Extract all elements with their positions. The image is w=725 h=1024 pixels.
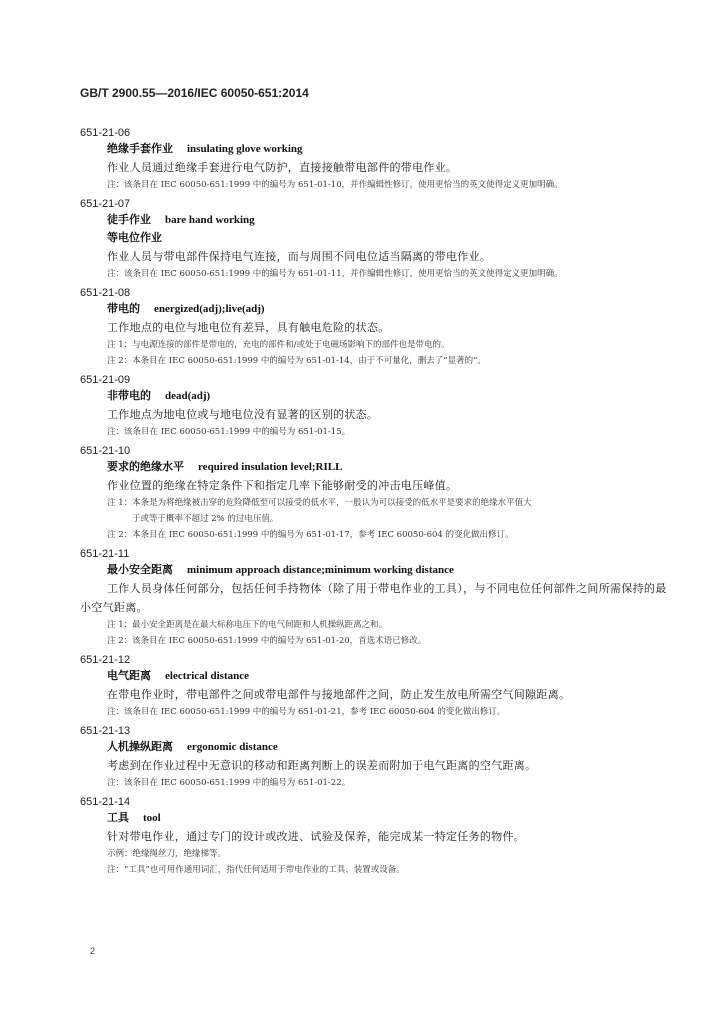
term bbox=[107, 387, 670, 405]
term-entries bbox=[80, 122, 670, 878]
term bbox=[107, 211, 670, 229]
note: 注：该条目在 IEC 60050-651:1999 中的编号为 651-01-22。 bbox=[107, 778, 351, 788]
entry-number: 651-21-08 bbox=[80, 287, 131, 299]
definition: 工作地点的电位与地电位有差异，具有触电危险的状态。 bbox=[107, 321, 390, 334]
note: 注 1：本条是为将绝缘被击穿的危险降低至可以接受的低水平，一般认为可以接受的低水平是要求的绝缘水平值大 于或等于概率不超过 2% 的过电压值。 bbox=[107, 498, 532, 524]
term-en: bare hand working bbox=[165, 214, 255, 226]
term-zh: 最小安全距离 bbox=[107, 563, 173, 576]
note: 注：该条目在 IEC 60050-651:1999 中的编号为 651-01-15。 bbox=[107, 427, 351, 437]
term bbox=[107, 458, 670, 476]
term bbox=[107, 300, 670, 318]
term-en: insulating glove working bbox=[187, 143, 303, 155]
term-zh: 等电位作业 bbox=[107, 231, 162, 244]
entry-number: 651-21-10 bbox=[80, 445, 131, 457]
term-zh: 非带电的 bbox=[107, 389, 151, 402]
entry-number: 651-21-12 bbox=[80, 654, 131, 666]
definition: 考虑到在作业过程中无意识的移动和距离判断上的误差而附加于电气距离的空气距离。 bbox=[107, 759, 537, 772]
term-zh: 工具 bbox=[107, 811, 129, 824]
term-zh: 人机操纵距离 bbox=[107, 740, 173, 753]
term-en: energized(adj);live(adj) bbox=[154, 303, 265, 315]
entry-number: 651-21-11 bbox=[80, 548, 130, 560]
term-zh: 要求的绝缘水平 bbox=[107, 460, 184, 473]
term bbox=[107, 809, 670, 827]
note: 注 2：本条目在 IEC 60050-651:1999 中的编号为 651-01-14，由于不可量化，删去了“显著的”。 bbox=[107, 356, 486, 366]
page-number: 2 bbox=[90, 946, 96, 956]
term-zh: 电气距离 bbox=[107, 669, 151, 682]
term-en: required insulation level;RILL bbox=[198, 461, 343, 473]
standard-header: GB/T 2900.55—2016/IEC 60050-651:2014 bbox=[80, 86, 309, 100]
note: 注 2：该条目在 IEC 60050-651:1999 中的编号为 651-01-20，首选术语已修改。 bbox=[107, 636, 427, 646]
entry-number: 651-21-07 bbox=[80, 198, 131, 210]
term bbox=[107, 229, 670, 247]
note: 示例：绝缘绳丝刀，绝缘梯等。 bbox=[107, 849, 227, 859]
term bbox=[107, 667, 670, 685]
entry-number: 651-21-06 bbox=[80, 127, 131, 139]
term-en: minimum approach distance;minimum working distance bbox=[187, 564, 454, 576]
entry-number: 651-21-13 bbox=[80, 725, 131, 737]
definition: 在带电作业时，带电部件之间或带电部件与接地部件之间，防止发生放电所需空气间隙距离。 bbox=[107, 688, 571, 701]
term-en: tool bbox=[143, 812, 161, 824]
definition: 工作人员身体任何部分，包括任何手持物体（除了用于带电作业的工具），与不同电位任何部件之间所需保持的最小空气距离。 bbox=[80, 582, 667, 614]
note: 注 2：本条目在 IEC 60050-651:1999 中的编号为 651-01-17，参考 IEC 60050-604 的变化做出修订。 bbox=[107, 530, 514, 540]
term-en: ergonomic distance bbox=[187, 741, 278, 753]
note: 注：该条目在 IEC 60050-651:1999 中的编号为 651-01-10，并作编辑性修订，使用更恰当的英文使得定义更加明确。 bbox=[107, 180, 563, 190]
definition: 针对带电作业，通过专门的设计或改进、试验及保养，能完成某一特定任务的物件。 bbox=[107, 830, 526, 843]
note: 注：“工具”也可用作通用词汇，指代任何适用于带电作业的工具、装置或设备。 bbox=[107, 865, 405, 875]
term bbox=[107, 561, 670, 579]
term-zh: 绝缘手套作业 bbox=[107, 142, 173, 155]
term-en: electrical distance bbox=[165, 670, 249, 682]
definition: 工作地点为地电位或与地电位没有显著的区别的状态。 bbox=[107, 408, 379, 421]
definition: 作业位置的绝缘在特定条件下和指定几率下能够耐受的冲击电压峰值。 bbox=[107, 479, 458, 492]
definition: 作业人员与带电部件保持电气连接，而与周围不同电位适当隔离的带电作业。 bbox=[107, 250, 492, 263]
note: 注：该条目在 IEC 60050-651:1999 中的编号为 651-01-21，参考 IEC 60050-604 的变化做出修订。 bbox=[107, 707, 506, 717]
term-zh: 带电的 bbox=[107, 302, 140, 315]
definition: 作业人员通过绝缘手套进行电气防护，直接接触带电部件的带电作业。 bbox=[107, 161, 458, 174]
note: 注 1：最小安全距离是在最大标称电压下的电气间距和人机操纵距离之和。 bbox=[107, 620, 388, 630]
entry-number: 651-21-09 bbox=[80, 374, 131, 386]
term bbox=[107, 140, 670, 158]
term-zh: 徒手作业 bbox=[107, 213, 151, 226]
term-en: dead(adj) bbox=[165, 390, 211, 402]
term bbox=[107, 738, 670, 756]
entry-number: 651-21-14 bbox=[80, 796, 131, 808]
note: 注 1：与电源连接的部件是带电的，充电的部件和/或处于电磁场影响下的部件也是带电的。 bbox=[107, 340, 450, 350]
note: 注：该条目在 IEC 60050-651:1999 中的编号为 651-01-11，并作编辑性修订，使用更恰当的英文使得定义更加明确。 bbox=[107, 269, 563, 279]
